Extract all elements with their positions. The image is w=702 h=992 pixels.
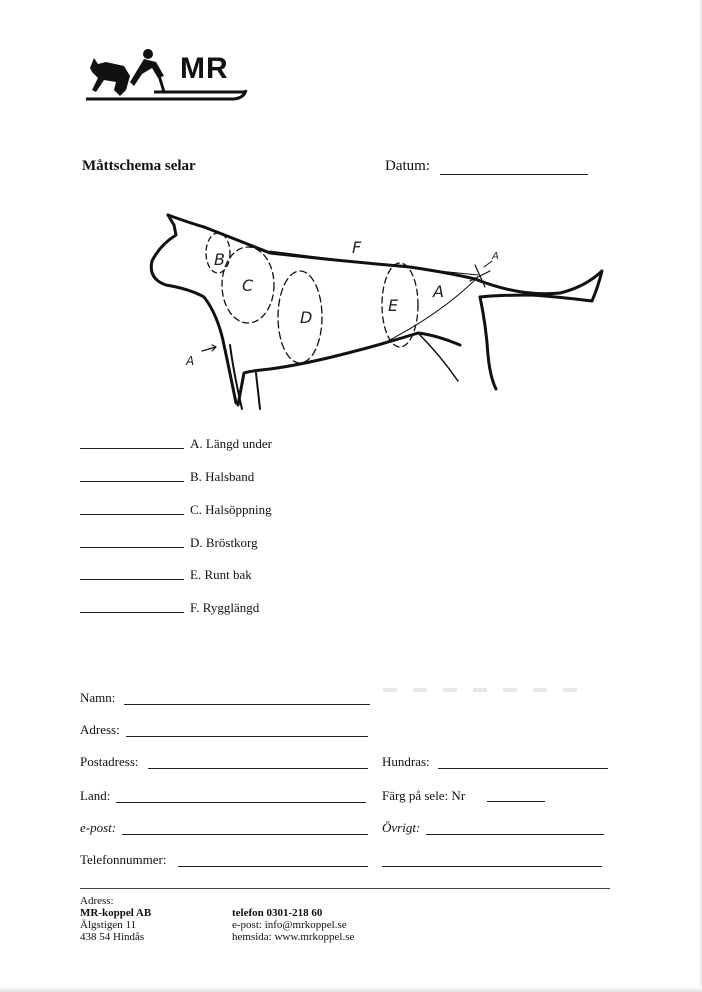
diagram-label-a-tail: A bbox=[492, 251, 499, 262]
dog-outline-back bbox=[204, 227, 475, 279]
dog-breed-input-line[interactable] bbox=[438, 768, 608, 769]
other-input-line[interactable] bbox=[426, 834, 604, 835]
harness-number-input-line[interactable] bbox=[487, 801, 545, 802]
measurement-label: B. Halsband bbox=[190, 469, 255, 484]
footer-email[interactable]: e-post: info@mrkoppel.se bbox=[232, 919, 347, 931]
diagram-label-e: E bbox=[388, 296, 399, 315]
diagram-label-d: D bbox=[300, 308, 313, 327]
date-input-line[interactable] bbox=[440, 174, 588, 175]
dog-outline-hind-leg bbox=[480, 297, 496, 389]
diagram-label-c: C bbox=[242, 276, 254, 295]
extra-input-line[interactable] bbox=[382, 866, 602, 867]
footer-phone: telefon 0301-218 60 bbox=[232, 907, 323, 919]
measurement-label: F. Rygglängd bbox=[190, 600, 260, 615]
postal-address-label: Postadress: bbox=[80, 754, 139, 769]
name-input-line[interactable] bbox=[124, 704, 370, 705]
footer-company: MR-koppel AB bbox=[80, 907, 152, 919]
email-input-line[interactable] bbox=[122, 834, 368, 835]
measurement-label: D. Bröstkorg bbox=[190, 535, 258, 550]
name-label: Namn: bbox=[80, 690, 116, 705]
footer-address-heading: Adress: bbox=[80, 895, 114, 907]
harness-color-label: Färg på sele: Nr bbox=[382, 788, 466, 803]
bottom-edge bbox=[0, 986, 702, 992]
measurement-label: C. Halsöppning bbox=[190, 502, 272, 517]
phone-label: Telefonnummer: bbox=[80, 852, 167, 867]
measurement-input-line[interactable] bbox=[80, 612, 184, 613]
measurement-label: E. Runt bak bbox=[190, 567, 252, 582]
other-label: Övrigt: bbox=[382, 820, 421, 835]
postal-address-input-line[interactable] bbox=[148, 768, 368, 769]
diagram-label-b: B bbox=[214, 250, 225, 269]
footer-divider bbox=[80, 888, 610, 889]
measurement-input-line[interactable] bbox=[80, 448, 184, 449]
diagram-label-f: F bbox=[352, 238, 362, 257]
diagram-label-a-back: A bbox=[433, 282, 444, 301]
company-logo bbox=[84, 46, 254, 104]
address-input-line[interactable] bbox=[126, 736, 368, 737]
dog-outline-belly bbox=[238, 333, 460, 405]
phone-input-line[interactable] bbox=[178, 866, 368, 867]
footer-contact bbox=[232, 907, 354, 943]
dog-outline-head bbox=[151, 215, 236, 403]
measurement-label: A. Längd under bbox=[190, 436, 272, 451]
dog-measurement-diagram bbox=[140, 205, 615, 415]
footer-address bbox=[80, 895, 151, 943]
measurement-input-line[interactable] bbox=[80, 514, 184, 515]
footer-street: Älgstigen 11 bbox=[80, 919, 137, 931]
measurement-input-line[interactable] bbox=[80, 547, 184, 548]
country-label: Land: bbox=[80, 788, 111, 803]
scan-artifact bbox=[383, 688, 593, 692]
page-title: Måttschema selar bbox=[82, 158, 196, 174]
email-label: e-post: bbox=[80, 820, 117, 835]
footer-city: 438 54 Hindås bbox=[80, 931, 145, 943]
country-input-line[interactable] bbox=[116, 802, 366, 803]
address-label: Adress: bbox=[80, 722, 120, 737]
logo-text: MR bbox=[180, 52, 229, 85]
dog-breed-label: Hundras: bbox=[382, 754, 430, 769]
dog-outline-tail bbox=[475, 271, 602, 301]
measurement-input-line[interactable] bbox=[80, 481, 184, 482]
date-label: Datum: bbox=[385, 158, 430, 174]
footer-website[interactable]: hemsida: www.mrkoppel.se bbox=[232, 931, 355, 943]
measurement-input-line[interactable] bbox=[80, 579, 184, 580]
diagram-label-a-chest: A bbox=[186, 354, 195, 368]
